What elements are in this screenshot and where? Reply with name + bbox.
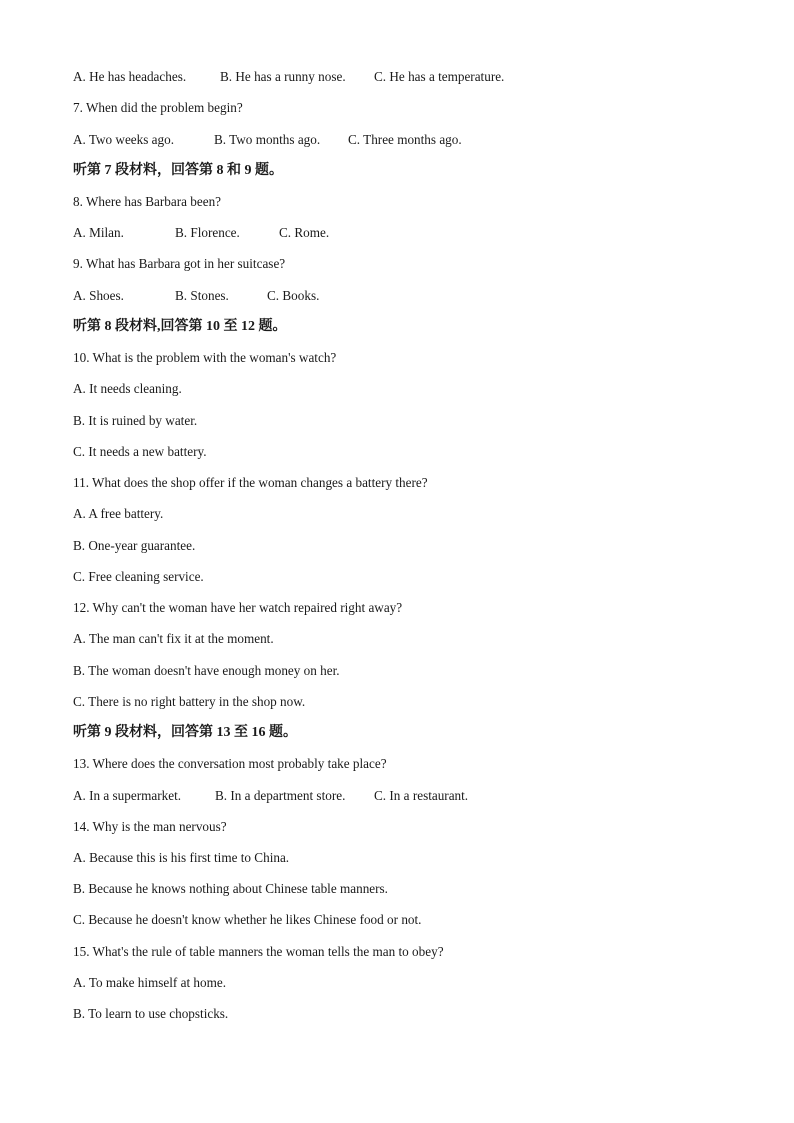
option-a: A. A free battery. [73, 506, 164, 521]
option-b: B. Stones. [175, 288, 229, 303]
option-a: A. Shoes. [73, 288, 124, 303]
question-11: 11. What does the shop offer if the woman changes a battery there? [73, 475, 428, 490]
option-c: C. He has a temperature. [374, 69, 505, 84]
option-a: A. To make himself at home. [73, 975, 227, 990]
option-b: B. The woman doesn't have enough money on her. [73, 663, 340, 678]
question-14: 14. Why is the man nervous? [73, 819, 227, 834]
question-10: 10. What is the problem with the woman's watch? [73, 350, 337, 365]
option-c: C. Rome. [279, 225, 330, 240]
option-c: C. In a restaurant. [374, 788, 469, 803]
option-a: A. It needs cleaning. [73, 381, 182, 396]
section-heading-8: 听第 8 段材料,回答第 10 至 12 题。 [73, 319, 287, 334]
question-9: 9. What has Barbara got in her suitcase? [73, 256, 286, 271]
option-b: B. Two months ago. [214, 132, 321, 147]
option-b: B. To learn to use chopsticks. [73, 1006, 229, 1021]
question-8: 8. Where has Barbara been? [73, 194, 222, 209]
option-b: B. Because he knows nothing about Chinese table manners. [73, 881, 388, 896]
option-c: C. Free cleaning service. [73, 569, 204, 584]
option-c: C. Because he doesn't know whether he likes Chinese food or not. [73, 912, 422, 927]
question-12: 12. Why can't the woman have her watch repaired right away? [73, 600, 403, 615]
option-b: B. One-year guarantee. [73, 538, 196, 553]
option-a: A. Milan. [73, 225, 124, 240]
question-13: 13. Where does the conversation most probably take place? [73, 756, 387, 771]
question-15: 15. What's the rule of table manners the woman tells the man to obey? [73, 944, 444, 959]
option-b: B. He has a runny nose. [220, 69, 346, 84]
option-c: C. Three months ago. [348, 132, 462, 147]
option-b: B. In a department store. [215, 788, 346, 803]
option-c: C. There is no right battery in the shop now. [73, 694, 306, 709]
option-a: A. The man can't fix it at the moment. [73, 631, 274, 646]
option-b: B. Florence. [175, 225, 240, 240]
option-a: A. Because this is his first time to China. [73, 850, 290, 865]
question-7: 7. When did the problem begin? [73, 100, 243, 115]
section-heading-9: 听第 9 段材料，回答第 13 至 16 题。 [73, 725, 297, 740]
section-heading-7: 听第 7 段材料，回答第 8 和 9 题。 [73, 163, 283, 178]
option-a: A. He has headaches. [73, 69, 187, 84]
option-a: A. Two weeks ago. [73, 132, 175, 147]
option-a: A. In a supermarket. [73, 788, 182, 803]
option-c: C. It needs a new battery. [73, 444, 207, 459]
option-b: B. It is ruined by water. [73, 413, 198, 428]
option-c: C. Books. [267, 288, 320, 303]
